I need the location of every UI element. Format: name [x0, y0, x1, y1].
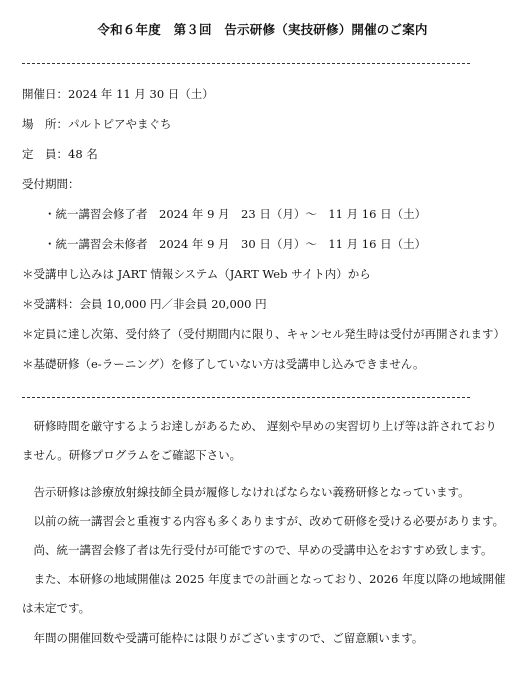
body-paragraph-regional-plan: また、本研修の地域開催は 2025 年度までの計画となっており、2026 年度以降の地域開催は未定です。 — [22, 572, 506, 615]
reception-period-label: 受付期間： — [22, 177, 80, 191]
body-paragraph-retake: 以前の統一講習会と重複する内容も多くありますが、改めて研修を受ける必要があります。 — [33, 514, 505, 528]
body-paragraph-early-registration: 尚、統一講習会修了者は先行受付が可能ですので、早めの受講申込をおすすめ致します。 — [33, 543, 493, 557]
body-paragraph-limits: 年間の開催回数や受講可能枠には限りがございますので、ご留意願います。 — [33, 631, 424, 645]
body-paragraph-mandatory: 告示研修は診療放射線技師全員が履修しなければならない義務研修となっています。 — [33, 485, 470, 499]
bottom-divider — [22, 397, 470, 398]
event-date: 開催日：2024 年 11 月 30 日（土） — [22, 87, 214, 101]
reception-period-completed: ・統一講習会修了者 2024 年 9 月 23 日（月）～ 11 月 16 日（土） — [44, 207, 427, 221]
note-basic-training: ＊基礎研修（e-ラーニング）を修了していない方は受講申し込みできません。 — [22, 357, 425, 371]
reception-period-not-completed: ・統一講習会未修者 2024 年 9 月 30 日（月）～ 11 月 16 日（土） — [44, 237, 427, 251]
note-fee: ＊受講料：会員 10,000 円／非会員 20,000 円 — [22, 297, 267, 311]
top-divider — [22, 63, 470, 64]
note-capacity-closing: ＊定員に達し次第、受付終了（受付期間内に限り、キャンセル発生時は受付が再開されます） — [22, 327, 505, 341]
page-title: 令和６年度 第３回 告示研修（実技研修）開催のご案内 — [97, 22, 428, 37]
event-venue: 場 所：パルトピアやまぐち — [22, 117, 172, 131]
body-paragraph-punctuality: 研修時間を厳守するようお達しがあるため、 遅刻や早めの実習切り上げ等は許されておりません。研修プログラムをご確認下さい。 — [22, 419, 497, 462]
note-application: ＊受講申し込みは JART 情報システム（JART Web サイト内）から — [22, 267, 371, 281]
event-capacity: 定 員：48 名 — [22, 147, 98, 161]
